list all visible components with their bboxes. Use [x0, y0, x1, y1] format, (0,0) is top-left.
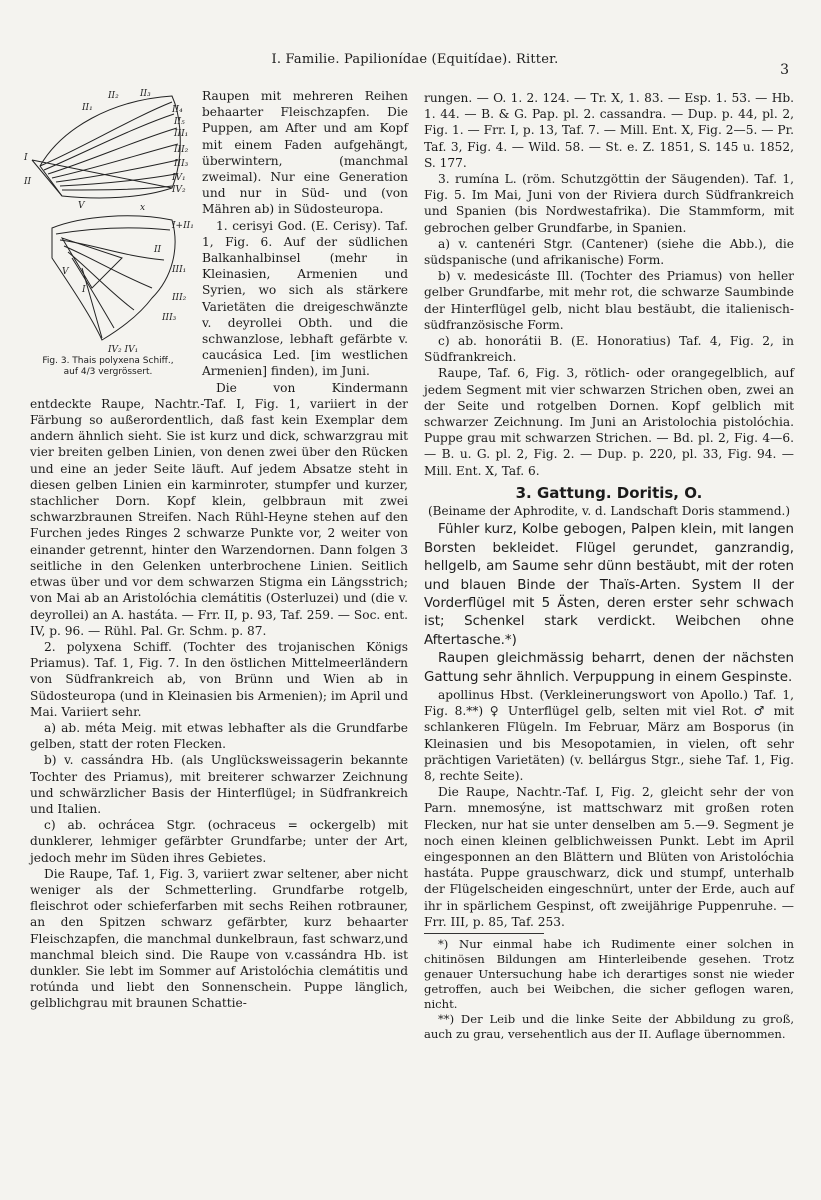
svg-text:I+II₁: I+II₁ [172, 221, 194, 231]
wing-venation-diagram [22, 88, 194, 360]
svg-text:II₂: II₂ [108, 91, 119, 101]
rumina-variety-b: b) v. medesicáste Ill. (Tochter des Priamus) von heller gelber Grundfarbe, mit mehr rot, die schwarze Saumbinde der Hinterflügel gelb, nicht blau bestäubt, die italienisch-südfranzösische Form. [424, 269, 794, 332]
svg-text:IV₁: IV₁ [172, 173, 186, 183]
footnote-divider [424, 933, 544, 934]
genus-heading: 3. Gattung. Doritis, O. [515, 483, 703, 502]
svg-text:IV₂ IV₁: IV₂ IV₁ [108, 345, 139, 355]
polyxena-variety-c: c) ab. ochrácea Stgr. (ochraceus = ockergelb) mit dunklerer, lehmiger gefärbter Grundfarbe; unter der Art, jedoch mehr im Süden ihres Gebietes. [30, 818, 408, 865]
rumina-raupe-paragraph: Raupe, Taf. 6, Fig. 3, rötlich- oder orangegelblich, auf jedem Segment mit vier schwarzen Strichen oben, zwei an der Seite und rotgelben Dornen. Kopf gelblich mit schwarzer Zeichnung. Im Juni an Aristolochia pistolóchia. Puppe grau mit schwarzen Strichen. — Bd. pl. 2, Fig. 4—6. — B. u. G. pl. 2, Fig. 2. — Dup. p. 220, pl. 33, Fig. 94. — Mill. Ent. X, Taf. 6. [424, 366, 794, 478]
polyxena-raupe-paragraph: Die Raupe, Taf. 1, Fig. 3, variiert zwar seltener, aber nicht weniger als der Schmetterling. Grundfarbe rotgelb, fleischrot oder schieferfarben mit sechs Reihen rotbrauner, an den Spitzen schwarz gefärbter, kurz behaarter Fleischzapfen, die manchmal dunkelbraun, fast schwarz,und manchmal bleich sind. Die Raupe von v.cassándra Hb. ist dunkler. Sie lebt im Sommer auf Aristolóchia clemátitis und rotúnda und liebt den Sonnenschein. Puppe länglich, gelblichgrau mit braunen Schattie- [30, 866, 408, 1011]
rumina-variety-a: a) v. cantenéri Stgr. (Cantener) (siehe die Abb.), die südspanische (und afrikanische) Form. [424, 236, 794, 268]
svg-text:II: II [24, 177, 32, 187]
svg-text:III₂: III₂ [172, 293, 187, 303]
genus-etymology: (Beiname der Aphrodite, v. d. Landschaft Doris stammend.) [427, 504, 791, 519]
svg-text:I: I [24, 153, 28, 163]
right-column [424, 90, 794, 1042]
svg-text:III₃: III₃ [174, 159, 189, 169]
polyxena-variety-b: b) v. cassándra Hb. (als Unglücksweissagerin bekannte Tochter des Priamus), mit breiterer schwarzer Zeichnung und schwärzlicher Basis der Hinterflügel; in Südfrankreich und Italien. [30, 753, 408, 816]
svg-text:III₂: III₂ [174, 145, 189, 155]
cerisyi-raupe-paragraph: Die von Kindermann entdeckte Raupe, Nachtr.-Taf. I, Fig. 1, variiert in der Färbung so außerordentlich, daß fast kein Exemplar dem andern ähnlich sieht. Sie ist kurz und dick, schwarzgrau mit vier breiten gelben Linien, von denen zwei über den Rücken und eine an jeder Seite läuft. Auf jedem Absatze steht in diesen gelben Linien ein karminroter, stumpfer und kurzer, stachlicher Dorn. Kopf klein, gelbbraun mit zwei schwarzbraunen Streifen. Nach Rühl-Heyne stehen auf den Furchen jedes Ringes 2 schwarze Punkte vor, 2 weiter von einander getrennt, hinter den Warzendornen. Dann folgen 3 seitliche in den Gelenken unterbrochene Linien. Seitlich etwas über und vor dem schwarzen Stigma ein Längsstrich; von Mai ab an Aristolóchia clemátitis (Osterluzei) und (die v. deyrollei) an A. hastáta. — Frr. II, p. 93, Taf. 259. — Soc. ent. IV, p. 96. — Rühl. Pal. Gr. Schm. p. 87. [30, 380, 408, 638]
svg-text:x: x [140, 203, 146, 213]
continued-references: rungen. — O. 1. 2. 124. — Tr. X, 1. 83. — Esp. 1. 53. — Hb. 1. 44. — B. & G. Pap. pl. 2. cassandra. — Dup. p. 44, pl. 2, Fig. 1. — Frr. I, p. 13, Taf. 7. — Mill. Ent. X, Fig. 2—5. — Pr. Taf. 3, Fig. 4. — Wild. 58. — St. e. Z. 1851, S. 145 u. 1852, S. 177. [424, 91, 794, 170]
svg-text:II₅: II₅ [174, 117, 185, 127]
running-header: I. Familie. Papilionídae (Equitídae). Ritter. [271, 52, 559, 67]
svg-text:V: V [78, 201, 85, 211]
left-column [24, 88, 408, 1012]
svg-text:II₄: II₄ [172, 105, 183, 115]
species-apollinus-paragraph: apollinus Hbst. (Verkleinerungswort von Apollo.) Taf. 1, Fig. 8.**) ♀ Unterflügel gelb, selten mit viel Rot. ♂ mit schlankeren Flügeln. Im Februar, März am Bosporus (in Kleinasien und bis Mesopotamien, in vielen, oft sehr prächtigen Varietäten) (v. bellárgus Stgr., siehe Taf. 1, Fig. 8, rechte Seite). [424, 687, 794, 783]
species-polyxena-paragraph: 2. polyxena Schiff. (Tochter des trojanischen Königs Priamus). Taf. 1, Fig. 7. In den östlichen Mittelmeerländern von Südfrankreich ab, von Brünn und Wien ab in Südosteuropa (und in Kleinasien bis Armenien); im April und Mai. Variiert sehr. [30, 639, 408, 719]
svg-text:III₃: III₃ [162, 313, 177, 323]
polyxena-variety-a: a) ab. méta Meig. mit etwas lebhafter als die Grundfarbe gelben, statt der roten Flecken. [30, 720, 408, 752]
svg-text:II₃: II₃ [140, 89, 151, 99]
rumina-variety-c: c) ab. honorátii B. (E. Honoratius) Taf. 4, Fig. 2, in Südfrankreich. [424, 334, 794, 365]
species-rumina-paragraph: 3. rumína L. (röm. Schutzgöttin der Säugenden). Taf. 1, Fig. 5. Im Mai, Juni von der Riviera durch Südfrankreich und Spanien (bis Nordwestafrika). Die Stammform, mit gebrochen gelber Grundfarbe, in Spanien. [424, 172, 794, 235]
svg-text:II₁: II₁ [82, 103, 93, 113]
svg-text:III₁: III₁ [174, 129, 189, 139]
page-number: 3 [780, 62, 789, 78]
genus-diagnosis: Fühler kurz, Kolbe gebogen, Palpen klein, mit langen Borsten bekleidet. Flügel gerundet, ganzrandig, hellgelb, am Saume sehr dünn bestäubt, mit der roten und blauen Binde der Thaïs-Arten. System II der Vorderflügel mit 5 Ästen, deren erster sehr schwach ist; Schenkel stark verdickt. Weibchen ohne Aftertasche.*) [424, 522, 794, 648]
raupen-intro-paragraph: Raupen mit mehreren Reihen behaarter Fleischzapfen. Die Puppen, am After und am Kopf mit einem Faden aufgehängt, überwintern, (manchmal zweimal). Nur eine Generation und nur in Süd- und (von Mähren ab) in Südosteuropa. [202, 89, 408, 217]
footnote-2: **) Der Leib und die linke Seite der Abbildung zu groß, auch zu grau, versehentlich aus der II. Auflage übernommen. [424, 1011, 794, 1041]
figure-caption: Fig. 3. Thais polyxena Schiff., auf 4/3 vergrössert. [42, 356, 174, 377]
svg-text:IV₂: IV₂ [172, 185, 186, 195]
species-cerisyi-paragraph: 1. cerisyi God. (E. Cerisy). Taf. 1, Fig. 6. Auf der südlichen Balkanhalbinsel (mehr in Kleinasien, Armenien und Syrien, wo sich als stärkere Varietäten die dreigeschwänzte v. deyrollei Obth. und die schwanzlose, lebhaft gefärbte v. caucásica Led. [im westlichen Armenien] finden), im Juni. [202, 218, 408, 379]
footnote-1: *) Nur einmal habe ich Rudimente einer solchen in chitinösen Bildungen am Hinterleibende gesehen. Trotz genauer Untersuchung habe ich derartiges sonst nie wieder getroffen, auch bei Weibchen, die sicher geflogen waren, nicht. [424, 936, 794, 1011]
wing-venation-figure [22, 88, 194, 388]
apollinus-raupe-paragraph: Die Raupe, Nachtr.-Taf. I, Fig. 2, gleicht sehr der von Parn. mnemosýne, ist mattschwarz mit großen roten Flecken, nur hat sie unter denselben am 5.—9. Segment je noch einen kleinen gelblichweissen Punkt. Lebt im April eingesponnen an den Blättern und Blüten von Aristolóchia hastáta. Puppe grauschwarz, dick und stumpf, unterhalb der Flügelscheiden eingeschnürt, unter der Erde, auch auf ihr in spärlichem Gespinst, oft zweijährige Puppenruhe. — Frr. III, p. 85, Taf. 253. [424, 785, 794, 929]
svg-text:I: I [82, 285, 86, 295]
svg-text:III₁: III₁ [172, 265, 187, 275]
svg-text:V: V [62, 267, 69, 277]
svg-text:II: II [154, 245, 162, 255]
genus-raupe-diagnosis: Raupen gleichmässig beharrt, denen der nächsten Gattung sehr ähnlich. Verpuppung in einem Gespinste. [424, 651, 794, 685]
